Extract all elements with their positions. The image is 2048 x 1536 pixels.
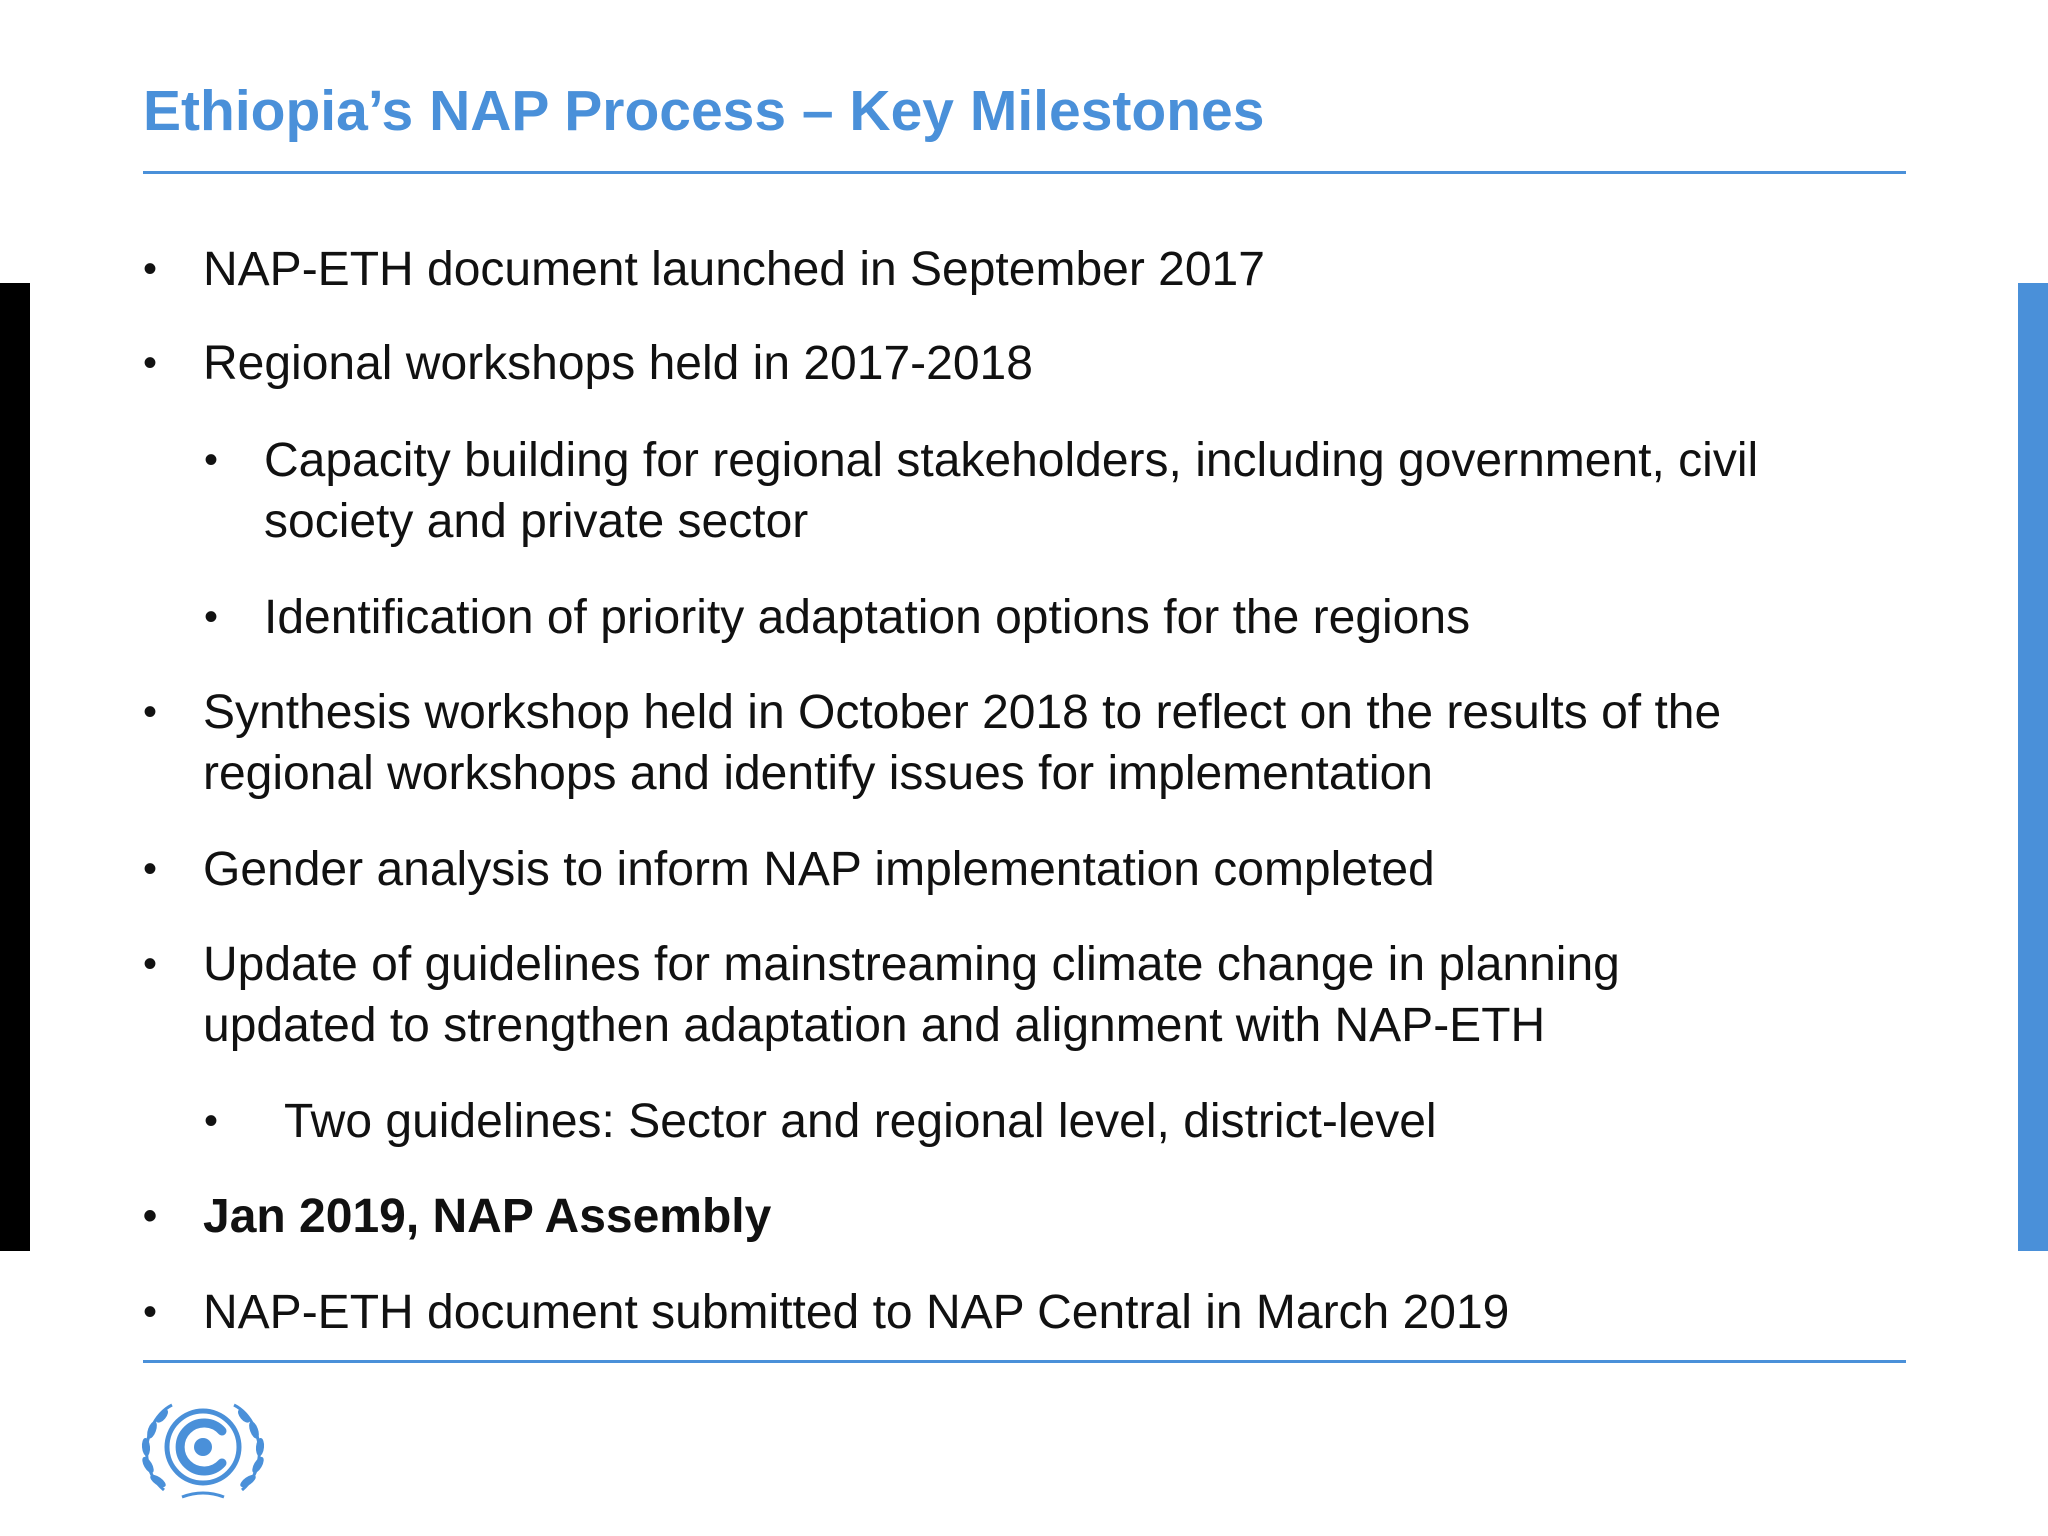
bullet-item: [143, 839, 1903, 900]
bullet-marker: •: [204, 1099, 219, 1143]
bullet-marker: •: [143, 247, 158, 291]
bullet-text: Regional workshops held in 2017-2018: [203, 337, 1033, 390]
bullet-item: [143, 1282, 1903, 1343]
bullet-marker: •: [143, 690, 158, 734]
bullet-text: NAP-ETH document launched in September 2017: [203, 243, 1265, 296]
bullet-marker: •: [143, 847, 158, 891]
bullet-item: [143, 934, 1763, 1056]
bullet-text: Gender analysis to inform NAP implementation completed: [203, 843, 1435, 896]
bullet-text: Identification of priority adaptation options for the regions: [264, 591, 1471, 644]
bullet-text: Update of guidelines for mainstreaming climate change in planning updated to strengthen adaptation and alignment with NAP-ETH: [203, 938, 1620, 1052]
left-edge-bar: [0, 283, 30, 1251]
bullet-marker: •: [143, 341, 158, 385]
bullet-item: [143, 1186, 1903, 1247]
unfccc-logo-icon: [134, 1395, 272, 1505]
bullet-text: Two guidelines: Sector and regional level, district-level: [284, 1095, 1437, 1148]
title-divider: [143, 171, 1906, 174]
sub-bullet-item: [204, 430, 1864, 552]
bullet-marker: •: [204, 595, 219, 639]
footer-divider: [143, 1360, 1906, 1363]
right-edge-bar: [2018, 283, 2048, 1251]
bullet-item: [143, 239, 1903, 300]
bullet-marker: •: [143, 1194, 158, 1238]
bullet-item: [143, 682, 1863, 804]
bullet-item: [143, 333, 1903, 394]
sub-bullet-item: [204, 1091, 1904, 1152]
bullet-marker: •: [204, 438, 219, 482]
bullet-text: Capacity building for regional stakeholders, including government, civil society and private sector: [264, 434, 1759, 548]
sub-bullet-item: [204, 587, 1904, 648]
bullet-marker: •: [143, 942, 158, 986]
bullet-text: NAP-ETH document submitted to NAP Central in March 2019: [203, 1286, 1510, 1339]
bullet-marker: •: [143, 1290, 158, 1334]
bullet-text: Synthesis workshop held in October 2018 to reflect on the results of the regional workshops and identify issues for implementation: [203, 686, 1722, 800]
bullet-text: Jan 2019, NAP Assembly: [203, 1190, 772, 1243]
slide-title: Ethiopia’s NAP Process – Key Milestones: [143, 79, 1265, 143]
